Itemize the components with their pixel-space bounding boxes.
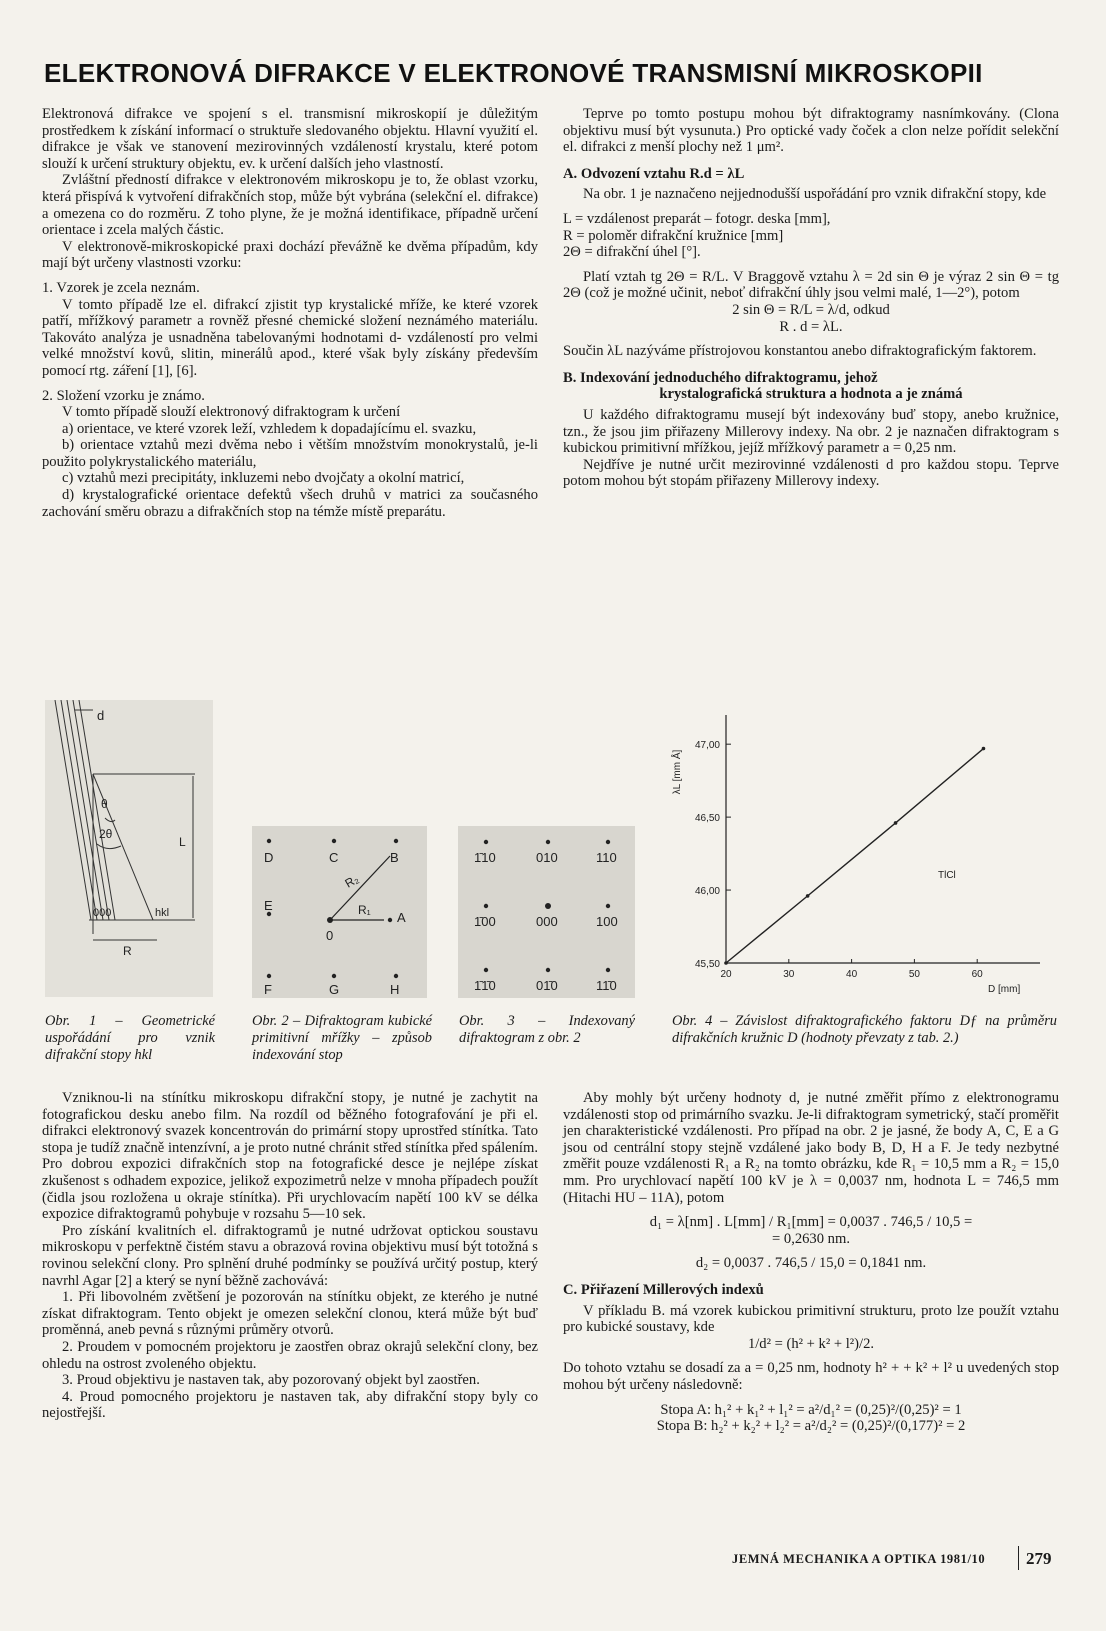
equation: = 0,2630 nm.: [772, 1230, 850, 1247]
paragraph: Teprve po tomto postupu mohou být difraktogramy nasnímkovány. (Clona objektivu musí být vysunuta.) Pro optické vady čoček a clon nelze pořídit selekční el. difrakci z menší plochy než 1 μm².: [563, 106, 1059, 156]
series-annotation: TlCl: [938, 870, 956, 881]
list-item: a) orientace, ve které vzorek leží, vzhledem k dopadajícímu el. svazku,: [62, 420, 477, 437]
fig2-label-R2: R₂: [342, 871, 362, 891]
y-tick-label: 46,00: [694, 886, 720, 898]
equation: 1/d² = (h² + k² + l²)/2.: [747, 1335, 875, 1352]
fig2-label-H: H: [390, 982, 400, 997]
figure-1-diagram: [45, 700, 213, 997]
y-tick-label: 45,50: [694, 959, 720, 970]
definition: R = poloměr difrakční kružnice [mm]: [563, 227, 784, 244]
list-item: 3. Proud objektivu je nastaven tak, aby pozorovaný objekt byl zaostřen.: [62, 1372, 480, 1389]
fig3-label-spot: 110: [596, 850, 617, 865]
paragraph: Na obr. 1 je naznačeno nejjednodušší uspořádání pro vznik difrakční stopy, kde: [583, 186, 1047, 203]
definition: L = vzdálenost preparát – fotogr. deska [mm],: [563, 210, 831, 227]
footer-divider: [1018, 1546, 1019, 1570]
column-bottom-left: [42, 1090, 538, 1422]
x-tick-label: 50: [908, 969, 920, 980]
x-axis-label: D [mm]: [988, 984, 1021, 995]
figure-2-diagram: [252, 826, 427, 998]
x-tick-label: 60: [971, 969, 983, 980]
y-tick-label: 47,00: [694, 740, 720, 752]
figure-4-caption: Obr. 4 – Závislost difraktografického faktoru Dƒ na průměru difrakčních kružnic D (hodnoty převzaty z tab. 2.): [672, 1013, 1057, 1046]
paragraph: Nejdříve je nutné určit mezirovinné vzdálenosti d pro každou stopu. Teprve potom mohou být stopám přiřazeny Millerovy indexy.: [563, 456, 1059, 490]
fig3-label-spot: 11̄0: [596, 978, 617, 993]
y-tick-label: 46,50: [694, 813, 720, 825]
paragraph: V tomto případě slouží elektronový difraktogram k určení: [62, 404, 401, 421]
paragraph: V tomto případě lze el. difrakcí zjistit typ krystalické mříže, ke které vzorek patří, mřížkový parametr a rovněž přesné chemické složení neznámého materiálu. Takováto analýza je usnadněna tabelovanými hodnotami d- vzdáleností pro velmi velké množství kovů, slitin, minerálů apod., které však byly získány především pomocí rtg. záření [1], [6].: [42, 296, 538, 379]
fig3-label-spot: 01̄0: [536, 978, 558, 993]
y-axis-label: λL [mm Å]: [672, 749, 683, 795]
fig1-label-d: d: [97, 708, 105, 723]
list-heading: 2. Složení vzorku je známo.: [42, 387, 205, 404]
fig3-label-spot: 1̄1̄0: [474, 978, 496, 993]
equation: R . d = λL.: [779, 318, 843, 335]
fig1-label-R: R: [123, 944, 132, 958]
fig3-label-spot: 100: [596, 914, 618, 929]
chart-svg: [660, 700, 1060, 1000]
fig2-label-F: F: [264, 982, 272, 997]
fig2-label-G: G: [329, 982, 340, 997]
equation: d₁ = λ[nm] . L[mm] / R₁[mm] = 0,0037 . 746,5 / 10,5 =: [649, 1214, 973, 1231]
list-heading: 1. Vzorek je zcela neznám.: [42, 279, 200, 296]
fig2-label-E: E: [264, 898, 273, 913]
fig3-label-spot: 1̄00: [474, 914, 496, 929]
fig2-label-A: A: [397, 910, 406, 925]
fig2-label-C: C: [329, 850, 339, 865]
list-item: 4. Proud pomocného projektoru je nastaven tak, aby difrakční stopy byly co nejostřejší.: [42, 1388, 538, 1422]
figure-3-caption: Obr. 3 – Indexovaný difraktogram z obr. 2: [459, 1013, 635, 1046]
paragraph: Platí vztah tg 2Θ = R/L. V Braggově vztahu λ = 2d sin Θ je výraz 2 sin Θ = tg 2Θ (což je možné učinit, neboť difrakční úhly jsou velmi malé, 1—2°), potom: [563, 268, 1059, 302]
series-line: [726, 749, 983, 963]
figure-1-panel: [45, 700, 213, 997]
list-item: b) orientace vztahů mezi dvěma nebo i větším množstvím monokrystalů, je-li použito polykrystalického materiálu,: [42, 437, 538, 470]
paragraph: Zvláštní předností difrakce v elektronovém mikroskopu je to, že oblast vzorku, která přispívá k vytvoření difrakčních stop, může být vybrána (selekční el. difrakce) a omezena co do rozměru. Z toho plyne, že je možná identifikace, případně určení orientace i zcela malých částic.: [42, 172, 538, 239]
section-heading-b: B. Indexování jednoduchého difraktogramu, jehož: [563, 369, 878, 386]
list-item: 2. Proudem v pomocném projektoru je zaostřen obraz okrajů selekční clony, bez ohledu na ostrost zvoleného objektu.: [42, 1338, 538, 1372]
figure-1-caption: Obr. 1 – Geometrické uspořádání pro vznik difrakční stopy hkl: [45, 1013, 215, 1063]
section-heading-a: A. Odvození vztahu R.d = λL: [563, 165, 745, 182]
figure-3-panel: [458, 826, 635, 998]
paragraph: Součin λL nazýváme přístrojovou konstantou anebo difraktografickým faktorem.: [563, 343, 1037, 360]
data-point: [724, 961, 728, 965]
paragraph: V příkladu B. má vzorek kubickou primitivní strukturu, proto lze použít vztahu pro kubické soustavy, kde: [563, 1302, 1059, 1336]
fig2-label-D: D: [264, 850, 274, 865]
figure-3-diagram: [458, 826, 635, 998]
list-item: d) krystalografické orientace defektů všech druhů v matrici za současného zachování směru obrazu a difrakčních stop na témže místě preparátu.: [42, 487, 538, 520]
list-item: c) vztahů mezi precipitáty, inkluzemi nebo dvojčaty a okolní matricí,: [62, 470, 465, 487]
section-heading-c: C. Přiřazení Millerových indexů: [563, 1281, 764, 1298]
paragraph: U každého difraktogramu musejí být indexovány buď stopy, anebo kružnice, tzn., že jsou jim přiřazeny Millerovy indexy. Na obr. 2 je naznačen difraktogram s kubickou primitivní mřížkou, jejíž mřížkový parametr a = 0,25 nm.: [563, 406, 1059, 457]
paragraph: Elektronová difrakce ve spojení s el. transmisní mikroskopií je důležitým prostředkem k získání informací o struktuře sledovaného objektu. Hlavní využití el. difrakce je však ve stanovení mezirovinných vzdáleností krystalu, které potom slouží k určení struktury objektu, ev. k určení dalších jeho vlastností.: [42, 106, 538, 172]
paragraph: Pro získání kvalitních el. difraktogramů je nutné udržovat optickou soustavu mikroskopu v perfektně čistém stavu a obrazová rovina objektivu musí být totožná s rovinou selekční clony. Pro splnění druhé podmínky se používá určitý postup, který navrhl Agar [2] a který se nyní běžně zachovává:: [42, 1222, 538, 1289]
x-tick-label: 30: [783, 969, 795, 980]
figure-2-caption: Obr. 2 – Difraktogram kubické primitivní mřížky – způsob indexování stop: [252, 1013, 432, 1063]
x-tick-label: 40: [846, 969, 858, 980]
data-point: [982, 747, 986, 751]
fig1-label-twotheta: 2θ: [99, 827, 113, 841]
page-number: 279: [1026, 1549, 1052, 1568]
equation: Stopa B: h₂² + k₂² + l₂² = a²/d₂² = (0,25)²/(0,177)² = 2: [656, 1418, 966, 1435]
journal-footer: JEMNÁ MECHANIKA A OPTIKA 1981/10: [732, 1552, 986, 1566]
fig2-label-B: B: [390, 850, 399, 865]
fig3-label-spot: 010: [536, 850, 558, 865]
section-heading-b-cont: krystalografická struktura a hodnota a je známá: [659, 386, 963, 403]
fig1-label-theta: θ: [101, 797, 108, 811]
fig1-label-hkl: hkl: [155, 907, 170, 919]
article-title: ELEKTRONOVÁ DIFRAKCE V ELEKTRONOVÉ TRANSMISNÍ MIKROSKOPII: [44, 58, 983, 88]
x-tick-label: 20: [720, 969, 732, 980]
list-item: 1. Při libovolném zvětšení je pozorován na stínítku objekt, ze kterého je nutné získat difraktogram. Tento objekt je omezen selekční clonou, která může být buď proměnná, aneb pevná s různými průměry otvorů.: [42, 1289, 538, 1339]
column-bottom-right: [563, 1090, 1059, 1435]
equation: 2 sin Θ = R/L = λ/d, odkud: [732, 301, 890, 318]
fig1-label-origin: 000: [93, 907, 112, 919]
paragraph: Vzniknou-li na stínítku mikroskopu difrakční stopy, je nutné je zachytit na fotografickou desku anebo film. Na rozdíl od běžného fotografování je při el. difrakci elektronový svazek koncentrován do primární stopy uprostřed stínítka. Tato stopa je tudíž značně intenzívní, a je proto nutné chránit střed stínítka před spálením. Pro dobrou expozici difrakčních stop na fotografické desce je nejlépe získat zkušenost s odhadem expozice, jelikož expozimetrů nelze v mnoha případech použít (čidla jsou rozložena u okraje stínítka). Při urychlovacím napětí 100 kV se délka expozice difraktogramů pohybuje v rozsahu 5—10 sek.: [42, 1090, 538, 1223]
column-top-left: [42, 106, 538, 520]
figure-4-chart: [660, 700, 1060, 1000]
paragraph: Do tohoto vztahu se dosadí za a = 0,25 nm, hodnoty h² + + k² + l² u uvedených stop mohou být určeny následovně:: [563, 1360, 1059, 1393]
fig2-label-O: 0: [326, 928, 334, 943]
paragraph: V elektronově-mikroskopické praxi dochází převážně ke dvěma případům, kdy mají být určeny vlastnosti vzorku:: [42, 238, 538, 272]
fig3-label-spot: 1̄10: [474, 850, 496, 865]
definition: 2Θ = difrakční úhel [°].: [563, 244, 701, 261]
fig3-label-spot: 000: [536, 914, 558, 929]
equation: d₂ = 0,0037 . 746,5 / 15,0 = 0,1841 nm.: [695, 1255, 927, 1272]
paragraph: Aby mohly být určeny hodnoty d, je nutné změřit přímo z elektronogramu vzdálenosti stop od primárního svazku. Je-li difraktogram symetrický, stačí proměřit jen charakteristické vzdálenosti. Pro případ na obr. 2 je jasné, že body A, C, E a G jsou od centrální stopy stejně vzdálené jako body B, D, H a F. Je tedy nezbytné změřit pouze vzdálenosti R₁ a R₂ na tomto obrázku, kde R₁ = 10,5 mm a R₂ = 15,0 mm. Pro urychlovací napětí 100 kV je λ = 0,0037 nm, hodnota L = 746,5 mm (Hitachi HU – 11A), potom: [563, 1090, 1059, 1206]
fig2-label-R1: R₁: [358, 903, 371, 917]
data-point: [894, 821, 898, 825]
data-point: [806, 894, 810, 898]
equation: Stopa A: h₁² + k₁² + l₁² = a²/d₁² = (0,25)²/(0,25)² = 1: [660, 1401, 962, 1418]
column-top-right: [563, 106, 1059, 490]
figure-2-panel: [252, 826, 427, 998]
fig1-label-L: L: [179, 835, 186, 849]
